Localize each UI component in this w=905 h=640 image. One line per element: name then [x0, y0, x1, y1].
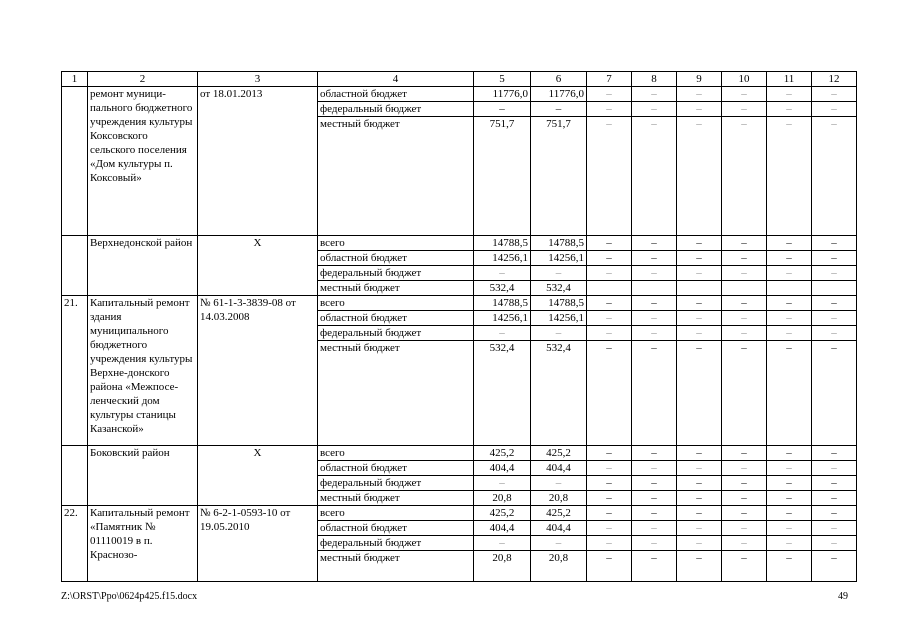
document-ref: от 18.01.2013	[198, 87, 318, 236]
dash-cell: –	[767, 536, 812, 551]
dash-cell: –	[722, 236, 767, 251]
funding-source: федеральный бюджет	[318, 102, 474, 117]
value-cell: 404,4	[531, 521, 587, 536]
dash-cell: –	[767, 461, 812, 476]
document-ref: Х	[198, 446, 318, 506]
value-cell: 20,8	[474, 491, 531, 506]
dash-cell: –	[722, 341, 767, 446]
value-cell: 14256,1	[531, 311, 587, 326]
dash-cell: –	[677, 536, 722, 551]
district-name: Боковский район	[88, 446, 198, 506]
dash-cell: –	[812, 476, 857, 491]
dash-cell: –	[677, 476, 722, 491]
value-cell: 425,2	[474, 506, 531, 521]
value-cell: –	[531, 476, 587, 491]
dash-cell: –	[587, 491, 632, 506]
empty-cell	[677, 281, 722, 296]
dash-cell: –	[677, 491, 722, 506]
dash-cell: –	[812, 311, 857, 326]
col-header: 6	[531, 72, 587, 87]
dash-cell: –	[587, 476, 632, 491]
value-cell: –	[474, 476, 531, 491]
dash-cell: –	[767, 506, 812, 521]
dash-cell: –	[587, 506, 632, 521]
dash-cell: –	[812, 326, 857, 341]
dash-cell: –	[677, 341, 722, 446]
dash-cell: –	[632, 251, 677, 266]
dash-cell: –	[812, 446, 857, 461]
funding-source: всего	[318, 446, 474, 461]
dash-cell: –	[632, 536, 677, 551]
value-cell: 425,2	[531, 446, 587, 461]
dash-cell: –	[767, 102, 812, 117]
value-cell: –	[531, 326, 587, 341]
dash-cell: –	[812, 551, 857, 582]
dash-cell: –	[587, 251, 632, 266]
value-cell: 14788,5	[474, 236, 531, 251]
value-cell: 11776,0	[531, 87, 587, 102]
value-cell: –	[474, 326, 531, 341]
dash-cell: –	[587, 341, 632, 446]
dash-cell: –	[722, 117, 767, 236]
document-ref: № 61-1-3-3839-08 от 14.03.2008	[198, 296, 318, 446]
col-header: 8	[632, 72, 677, 87]
value-cell: 425,2	[531, 506, 587, 521]
dash-cell: –	[767, 296, 812, 311]
dash-cell: –	[632, 102, 677, 117]
value-cell: 532,4	[531, 341, 587, 446]
value-cell: –	[531, 102, 587, 117]
dash-cell: –	[632, 551, 677, 582]
col-header: 5	[474, 72, 531, 87]
dash-cell: –	[767, 117, 812, 236]
funding-source: местный бюджет	[318, 491, 474, 506]
dash-cell: –	[812, 236, 857, 251]
dash-cell: –	[677, 251, 722, 266]
dash-cell: –	[632, 266, 677, 281]
value-cell: 20,8	[474, 551, 531, 582]
value-cell: 11776,0	[474, 87, 531, 102]
col-header: 12	[812, 72, 857, 87]
dash-cell: –	[722, 551, 767, 582]
dash-cell: –	[722, 536, 767, 551]
dash-cell: –	[812, 491, 857, 506]
value-cell: 404,4	[474, 461, 531, 476]
header-row	[62, 72, 857, 87]
funding-source: областной бюджет	[318, 251, 474, 266]
value-cell: 404,4	[531, 461, 587, 476]
dash-cell: –	[812, 87, 857, 102]
funding-source: местный бюджет	[318, 281, 474, 296]
dash-cell: –	[677, 326, 722, 341]
object-name: Капитальный ремонт здания муниципального бюджетного учреждения культуры Верхне-донского района «Межпосе-ленческий дом культуры станицы Казанской»	[88, 296, 198, 446]
funding-source: областной бюджет	[318, 311, 474, 326]
dash-cell: –	[587, 102, 632, 117]
dash-cell: –	[587, 536, 632, 551]
value-cell: 532,4	[474, 341, 531, 446]
col-header: 10	[722, 72, 767, 87]
value-cell: 14788,5	[531, 236, 587, 251]
funding-source: областной бюджет	[318, 521, 474, 536]
dash-cell: –	[722, 461, 767, 476]
funding-source: местный бюджет	[318, 117, 474, 236]
dash-cell: –	[767, 251, 812, 266]
dash-cell: –	[632, 521, 677, 536]
row-number	[62, 446, 88, 506]
empty-cell	[632, 281, 677, 296]
dash-cell: –	[722, 266, 767, 281]
funding-source: всего	[318, 506, 474, 521]
dash-cell: –	[767, 491, 812, 506]
dash-cell: –	[812, 461, 857, 476]
footer-file-path: Z:\ORST\Ppo\0624p425.f15.docx	[61, 591, 198, 602]
value-cell: 20,8	[531, 491, 587, 506]
dash-cell: –	[767, 87, 812, 102]
dash-cell: –	[587, 117, 632, 236]
row-number: 21.	[62, 296, 88, 446]
dash-cell: –	[767, 521, 812, 536]
row-number	[62, 236, 88, 296]
page-number: 49	[838, 591, 848, 602]
funding-source: областной бюджет	[318, 461, 474, 476]
dash-cell: –	[587, 311, 632, 326]
value-cell: –	[474, 536, 531, 551]
col-header: 4	[318, 72, 474, 87]
dash-cell: –	[722, 296, 767, 311]
empty-cell	[812, 281, 857, 296]
dash-cell: –	[587, 326, 632, 341]
table-row	[62, 296, 857, 311]
empty-cell	[587, 281, 632, 296]
dash-cell: –	[587, 296, 632, 311]
funding-source: федеральный бюджет	[318, 476, 474, 491]
dash-cell: –	[632, 491, 677, 506]
value-cell: 20,8	[531, 551, 587, 582]
dash-cell: –	[632, 446, 677, 461]
value-cell: 532,4	[531, 281, 587, 296]
dash-cell: –	[767, 311, 812, 326]
dash-cell: –	[722, 446, 767, 461]
funding-source: всего	[318, 296, 474, 311]
dash-cell: –	[812, 506, 857, 521]
funding-source: федеральный бюджет	[318, 326, 474, 341]
value-cell: 532,4	[474, 281, 531, 296]
dash-cell: –	[587, 446, 632, 461]
dash-cell: –	[632, 326, 677, 341]
col-header: 9	[677, 72, 722, 87]
col-header: 1	[62, 72, 88, 87]
dash-cell: –	[812, 251, 857, 266]
dash-cell: –	[632, 236, 677, 251]
dash-cell: –	[722, 326, 767, 341]
dash-cell: –	[722, 491, 767, 506]
dash-cell: –	[632, 506, 677, 521]
dash-cell: –	[677, 521, 722, 536]
dash-cell: –	[812, 521, 857, 536]
object-name: ремонт муници-пального бюджетного учреждения культуры Коксовского сельского поселения «Дом культуры п. Коксовый»	[88, 87, 198, 236]
dash-cell: –	[632, 296, 677, 311]
district-name: Верхнедонской район	[88, 236, 198, 296]
dash-cell: –	[632, 341, 677, 446]
col-header: 11	[767, 72, 812, 87]
dash-cell: –	[767, 266, 812, 281]
funding-source: местный бюджет	[318, 341, 474, 446]
dash-cell: –	[677, 102, 722, 117]
dash-cell: –	[677, 506, 722, 521]
dash-cell: –	[587, 521, 632, 536]
dash-cell: –	[632, 117, 677, 236]
dash-cell: –	[677, 311, 722, 326]
value-cell: 14256,1	[531, 251, 587, 266]
value-cell: 404,4	[474, 521, 531, 536]
dash-cell: –	[812, 266, 857, 281]
col-header: 3	[198, 72, 318, 87]
empty-cell	[767, 281, 812, 296]
value-cell: –	[474, 266, 531, 281]
dash-cell: –	[587, 551, 632, 582]
dash-cell: –	[632, 461, 677, 476]
empty-cell	[722, 281, 767, 296]
value-cell: –	[531, 536, 587, 551]
col-header: 2	[88, 72, 198, 87]
dash-cell: –	[722, 251, 767, 266]
dash-cell: –	[722, 476, 767, 491]
budget-table	[61, 71, 857, 582]
dash-cell: –	[767, 236, 812, 251]
table-row	[62, 87, 857, 102]
dash-cell: –	[632, 311, 677, 326]
dash-cell: –	[722, 521, 767, 536]
dash-cell: –	[767, 326, 812, 341]
value-cell: –	[474, 102, 531, 117]
dash-cell: –	[767, 341, 812, 446]
dash-cell: –	[632, 476, 677, 491]
col-header: 7	[587, 72, 632, 87]
dash-cell: –	[587, 266, 632, 281]
dash-cell: –	[677, 266, 722, 281]
dash-cell: –	[677, 296, 722, 311]
dash-cell: –	[812, 102, 857, 117]
table-row	[62, 446, 857, 461]
dash-cell: –	[767, 446, 812, 461]
row-number: 22.	[62, 506, 88, 582]
dash-cell: –	[677, 236, 722, 251]
dash-cell: –	[722, 87, 767, 102]
dash-cell: –	[677, 87, 722, 102]
value-cell: 751,7	[474, 117, 531, 236]
value-cell: 425,2	[474, 446, 531, 461]
dash-cell: –	[812, 117, 857, 236]
dash-cell: –	[632, 87, 677, 102]
object-name: Капитальный ремонт «Памятник № 01110019 в п. Краснозо-	[88, 506, 198, 582]
dash-cell: –	[677, 461, 722, 476]
dash-cell: –	[722, 506, 767, 521]
dash-cell: –	[677, 117, 722, 236]
dash-cell: –	[587, 236, 632, 251]
value-cell: 751,7	[531, 117, 587, 236]
dash-cell: –	[812, 536, 857, 551]
value-cell: 14256,1	[474, 311, 531, 326]
funding-source: местный бюджет	[318, 551, 474, 582]
document-ref: № 6-2-1-0593-10 от 19.05.2010	[198, 506, 318, 582]
value-cell: –	[531, 266, 587, 281]
funding-source: областной бюджет	[318, 87, 474, 102]
funding-source: федеральный бюджет	[318, 536, 474, 551]
value-cell: 14788,5	[531, 296, 587, 311]
value-cell: 14788,5	[474, 296, 531, 311]
dash-cell: –	[677, 446, 722, 461]
dash-cell: –	[722, 102, 767, 117]
table-row	[62, 236, 857, 251]
dash-cell: –	[587, 461, 632, 476]
document-ref: Х	[198, 236, 318, 296]
value-cell: 14256,1	[474, 251, 531, 266]
table-row	[62, 506, 857, 521]
dash-cell: –	[722, 311, 767, 326]
dash-cell: –	[767, 476, 812, 491]
dash-cell: –	[587, 87, 632, 102]
funding-source: федеральный бюджет	[318, 266, 474, 281]
dash-cell: –	[812, 296, 857, 311]
dash-cell: –	[767, 551, 812, 582]
row-number	[62, 87, 88, 236]
dash-cell: –	[677, 551, 722, 582]
funding-source: всего	[318, 236, 474, 251]
dash-cell: –	[812, 341, 857, 446]
